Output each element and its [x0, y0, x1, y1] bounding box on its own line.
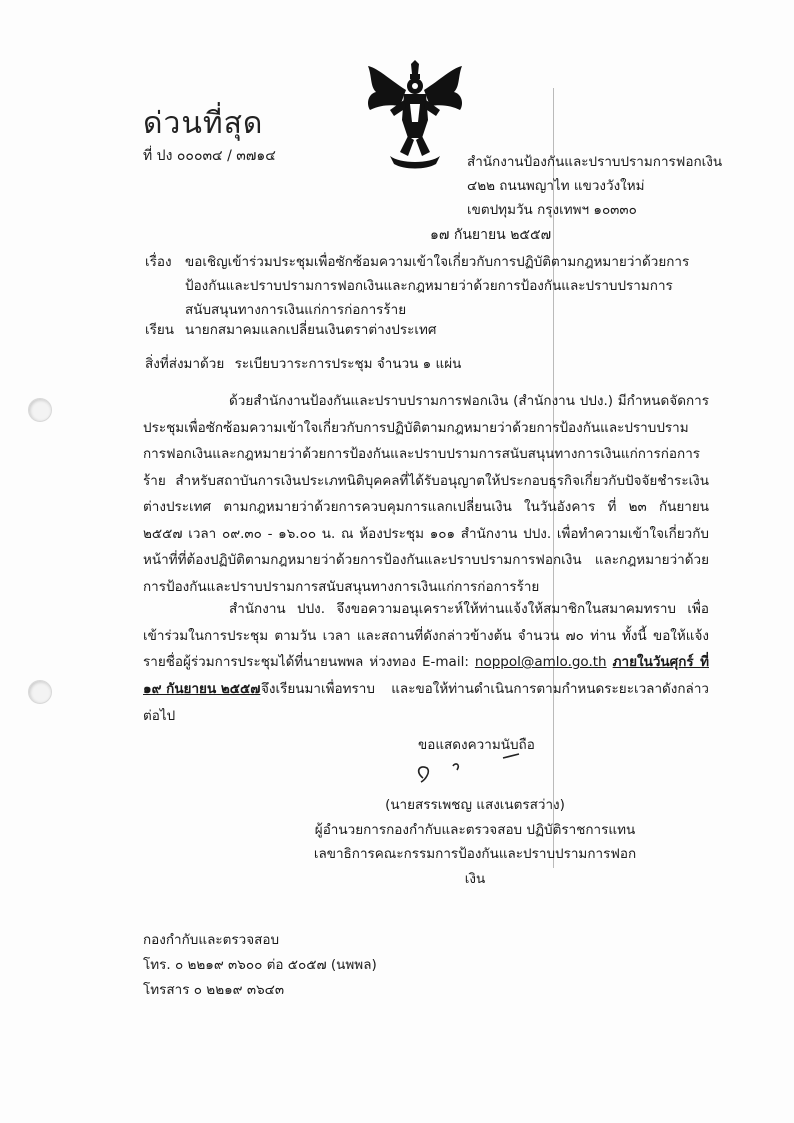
closing-phrase: ขอแสดงความนับถือ — [418, 737, 535, 753]
footer-division: กองกำกับและตรวจสอบ — [143, 932, 280, 948]
recipient-label: เรียน — [145, 322, 175, 338]
signer-position-title: เลขาธิการคณะกรรมการป้องกันและปราบปรามการฟอกเงิน — [313, 846, 637, 887]
recipient-text: นายกสมาคมแลกเปลี่ยนเงินตราต่างประเทศ — [185, 322, 437, 338]
address-line: สำนักงานป้องกันและปราบปรามการฟอกเงิน — [467, 154, 723, 170]
address-line: เขตปทุมวัน กรุงเทพฯ ๑๐๓๓๐ — [467, 202, 637, 218]
document-number: ที่ ปง ๐๐๐๓๔ / ๓๗๑๔ — [143, 148, 276, 164]
letter-date: ๑๗ กันยายน ๒๕๕๗ — [430, 227, 552, 243]
enclosure-row — [145, 352, 705, 376]
signer-name: (นายสรรเพชญ แสงเนตรสว่าง) — [385, 797, 565, 813]
sender-address — [467, 150, 722, 222]
subject-text: ขอเชิญเข้าร่วมประชุมเพื่อซักซ้อมความเข้าใจเกี่ยวกับการปฏิบัติตามกฎหมายว่าด้วยการป้องกันและปราบปรามการฟอกเงินและกฎหมายว่าด้วยการป้องกันและปราบปรามการสนับสนุนทางการเงินแก่การก่อการร้าย — [185, 254, 690, 318]
contact-email-link[interactable]: noppol@amlo.go.th — [474, 654, 607, 670]
urgency-heading: ด่วนที่สุด — [143, 106, 264, 141]
subject-label: เรื่อง — [145, 254, 172, 270]
garuda-emblem-icon — [360, 60, 470, 170]
signer-position: ผู้อำนวยการกองกำกับและตรวจสอบ ปฏิบัติราชการแทน — [314, 821, 636, 838]
contact-footer — [143, 928, 377, 1003]
body-paragraph-1: ด้วยสำนักงานป้องกันและปราบปรามการฟอกเงิน (สำนักงาน ปปง.) มีกำหนดจัดการประชุมเพื่อซักซ้อมความเข้าใจเกี่ยวกับการปฏิบัติตามกฎหมายว่าด้วยการป้องกันและปราบปรามการฟอกเงินและกฎหมายว่าด้วยการป้องกันและปราบปรามการสนับสนุนทางการเงินแก่การก่อการร้าย สำหรับสถาบันการเงินประเภทนิติบุคคลที่ได้รับอนุญาตให้ประกอบธุรกิจเกี่ยวกับปัจจัยชำระเงินต่างประเทศ ตามกฎหมายว่าด้วยการควบคุมการแลกเปลี่ยนเงิน ในวันอังคาร ที่ ๒๓ กันยายน ๒๕๕๗ เวลา ๐๙.๓๐ - ๑๖.๐๐ น. ณ ห้องประชุม ๑๐๑ สำนักงาน ปปง. เพื่อทำความเข้าใจเกี่ยวกับหน้าที่ที่ต้องปฏิบัติตามกฎหมายว่าด้วยการป้องกันและปราบปรามการฟอกเงิน และกฎหมายว่าด้วยการป้องกันและปราบปรามการสนับสนุนทางการเงินแก่การก่อการร้าย — [143, 393, 709, 595]
footer-phone: โทร. ๐ ๒๒๑๙ ๓๖๐๐ ต่อ ๕๐๕๗ (นพพล) — [143, 957, 377, 973]
footer-fax: โทรสาร ๐ ๒๒๑๙ ๓๖๔๓ — [143, 982, 285, 998]
deadline-text: ภายในวันศุกร์ ที่ ๑๙ กันยายน ๒๕๕๗ — [143, 654, 709, 697]
signer-block — [310, 793, 640, 891]
punch-hole-bottom — [28, 680, 52, 704]
address-line: ๔๒๒ ถนนพญาไท แขวงวังใหม่ — [467, 178, 645, 194]
enclosure-label: สิ่งที่ส่งมาด้วย — [145, 356, 225, 372]
enclosure-text: ระเบียบวาระการประชุม จำนวน ๑ แผ่น — [234, 356, 462, 372]
handwritten-signature — [395, 748, 535, 793]
punch-hole-top — [28, 398, 52, 422]
body-paragraph-3: จึงเรียนมาเพื่อทราบ และขอให้ท่านดำเนินการตามกำหนดระยะเวลาดังกล่าวต่อไป — [143, 681, 709, 724]
paragraph-2-text: สำนักงาน ปปง. จึงขอความอนุเคราะห์ให้ท่านแจ้งให้สมาชิกในสมาคมทราบ เพื่อเข้าร่วมในการประชุม ตามวัน เวลา และสถานที่ดังกล่าวข้างต้น จำนวน ๗๐ ท่าน ทั้งนี้ ขอให้แจ้งรายชื่อผู้ร่วมการประชุมได้ที่นายนพพล ห่วงทอง E-mail: — [143, 601, 709, 670]
